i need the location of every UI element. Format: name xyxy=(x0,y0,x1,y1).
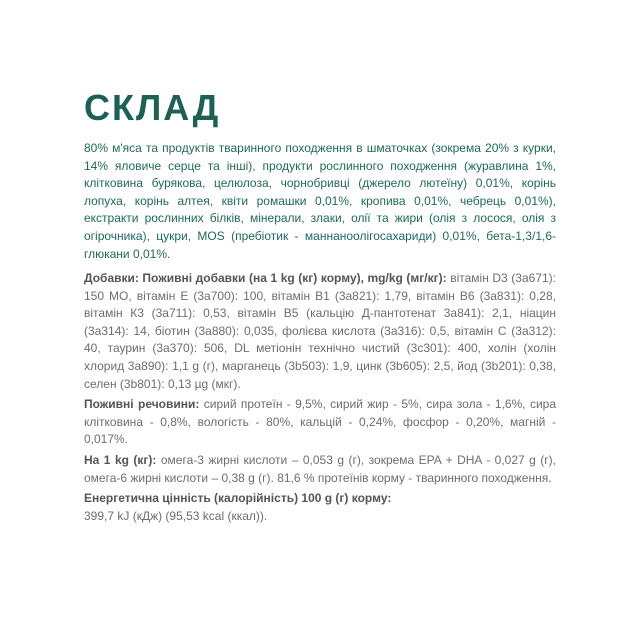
section-title: СКЛАД xyxy=(84,87,221,128)
details-block xyxy=(84,270,556,528)
additives-text: вітамін D3 (3a671): 150 МО, вітамін Е (3a700): 100, вітамін В1 (3a821): 1,79, вітамін В6 (3a831): 0,28, вітамін К3 (3a711): 0,53, вітамін В5 (кальцію Д-пантотенат 3a841): 2,1, ніацин (3a314): 14, біотин (3a880): 0,035, фолієва кислота (3a316): 0,5, вітамін С (3a312): 40, таурин (3a370): 506, DL метіонін технічно чистий (3c301): 400, холін (холін хлорид 3a890): 1,1 g (г), марганець (3b503): 1,9, цинк (3b605): 2,5, йод (3b201): 0,38, селен (3b801): 0,13 µg (мкг). xyxy=(84,271,556,391)
energy-label: Енергетична цінність (калорійність) 100 g (г) корму: xyxy=(84,491,392,506)
composition-text: 80% м'яса та продуктів тваринного походження в шматочках (зокрема 20% з курки, 14% яловиче серце та інші), продукти рослинного походження (журавлина 1%, клітковина бурякова, целюлоза, чорнобривці (джерело лютеїну) 0,01%, корінь лопуха, корінь алтея, квіти ромашки 0,01%, кропива 0,01%, чебрець 0,01%), екстракти рослинних білків, мінерали, злаки, олії та жири (олія з лосося, олія з огірочника), цукри, MOS (пребіотик - маннаноолігосахариди) 0,01%, бета-1,3/1,6-глюкани 0,01%. xyxy=(84,141,556,261)
per-kg-text: омега-3 жирні кислоти – 0,053 g (г), зокрема EPA + DHA - 0,027 g (г), омега-6 жирні кислоти – 0,38 g (г). 81,6 % протеїнів корму - тваринного походження. xyxy=(84,452,556,485)
per-kg-paragraph xyxy=(84,452,556,487)
nutrients-text: сирий протеїн - 9,5%, сирий жир - 5%, сира зола - 1,6%, сира клітковина - 0,8%, вологість - 80%, кальцій - 0,24%, фосфор - 0,20%, магній - 0,017%. xyxy=(84,397,557,447)
additives-label: Добавки: Поживні добавки (на 1 kg (кг) корму), mg/kg (мг/кг): xyxy=(84,271,447,285)
energy-text: 399,7 kJ (кДж) (95,53 kcal (ккал)). xyxy=(84,508,268,523)
additives-paragraph xyxy=(84,270,556,393)
nutrients-paragraph xyxy=(84,396,556,449)
nutrients-label: Поживні речовини: xyxy=(84,397,200,412)
energy-paragraph xyxy=(84,490,556,525)
per-kg-label: На 1 kg (кг): xyxy=(84,452,157,467)
